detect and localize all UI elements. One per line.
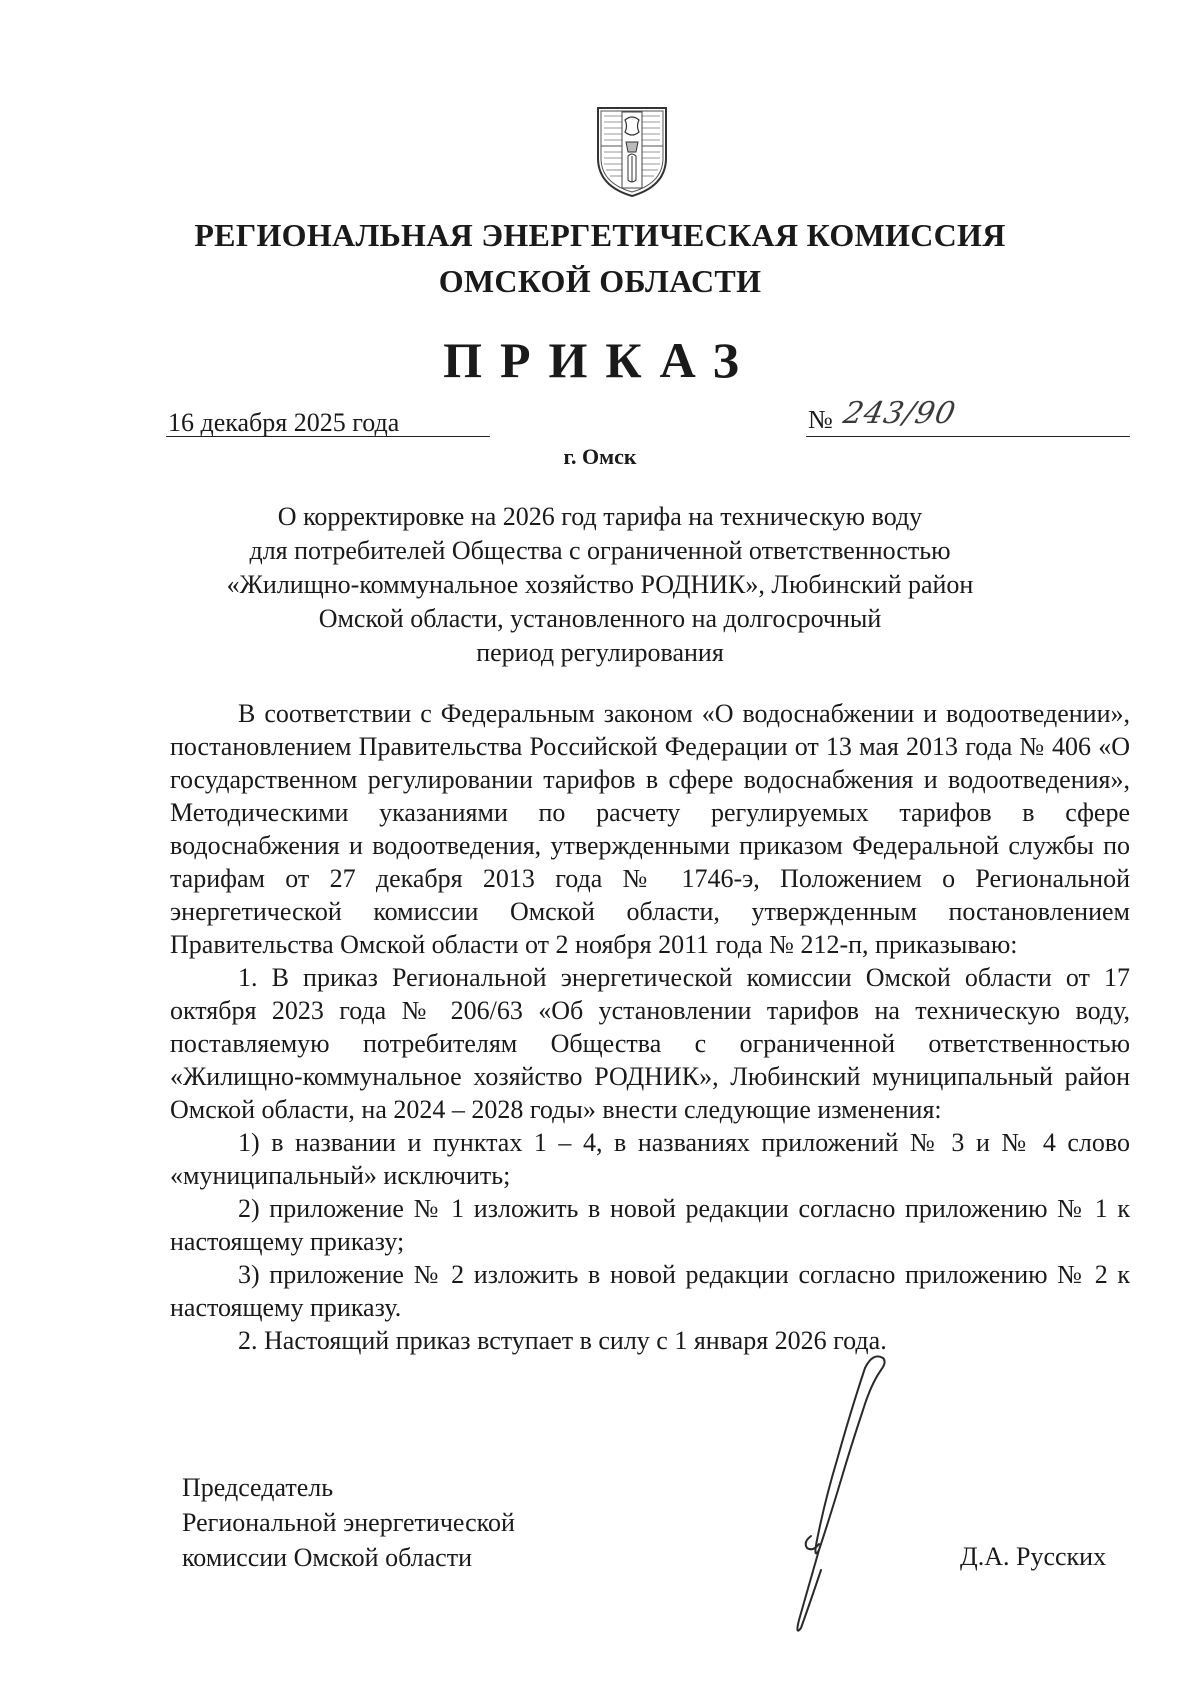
signatory-position [182, 1470, 515, 1575]
item-1-paragraph: 1. В приказ Региональной энергетической комиссии Омской области от 17 октября 2023 года № 206/63 «Об установлении тарифов на техническую воду, поставляемую потребителям Общества с ограниченной ответственностью «Жилищно-коммунальное хозяйство РОДНИК», Любинский муниципальный район Омской области, на 2024 – 2028 годы» внести следующие изменения: [170, 963, 1130, 1124]
document-body [170, 697, 1130, 1357]
position-line: комиссии Омской области [182, 1543, 472, 1572]
organization-name-line1: РЕГИОНАЛЬНАЯ ЭНЕРГЕТИЧЕСКАЯ КОМИССИЯ [194, 217, 1006, 253]
document-city: г. Омск [563, 444, 637, 469]
number-label: № [808, 405, 833, 434]
preamble-paragraph: В соответствии с Федеральным законом «О водоснабжении и водоотведении», постановлением Правительства Российской Федерации от 13 мая 2013 года № 406 «О государственном регулировании тарифов в сфере водоснабжения и водоотведения», Методическими указаниями по расчету регулируемых тарифов в сфере водоснабжения и водоотведения, утвержденными приказом Федеральной службы по тарифам от 27 декабря 2013 года № 1746-э, Положением о Региональной энергетической комиссии Омской области, утвержденным постановлением Правительства Омской области от 2 ноября 2011 года № 212-п, приказываю: [170, 699, 1130, 959]
document-subject [200, 500, 1000, 670]
document-date: 16 декабря 2025 года [168, 408, 400, 437]
number-underline [806, 436, 1130, 437]
item-1-1-paragraph: 1) в названии и пунктах 1 – 4, в названиях приложений № 3 и № 4 слово «муниципальный» исключить; [170, 1128, 1130, 1190]
document-number-handwritten: 243/90 [840, 396, 960, 431]
subject-line: для потребителей Общества с ограниченной ответственностью [249, 536, 951, 565]
subject-line: Омской области, установленного на долгосрочный [318, 604, 882, 633]
document-type-title: ПРИКАЗ [443, 332, 757, 388]
item-1-2-paragraph: 2) приложение № 1 изложить в новой редакции согласно приложению № 1 к настоящему приказу; [170, 1194, 1130, 1256]
date-underline [166, 436, 490, 437]
subject-line: О корректировке на 2026 год тарифа на техническую воду [277, 502, 923, 531]
item-1-3-paragraph: 3) приложение № 2 изложить в новой редакции согласно приложению № 2 к настоящему приказу. [170, 1260, 1130, 1322]
organization-name-line2: ОМСКОЙ ОБЛАСТИ [438, 263, 762, 299]
subject-line: период регулирования [476, 638, 724, 667]
subject-line: «Жилищно-коммунальное хозяйство РОДНИК», Любинский район [226, 570, 974, 599]
position-line: Председатель [182, 1473, 334, 1502]
position-line: Региональной энергетической [182, 1508, 515, 1537]
item-2-paragraph: 2. Настоящий приказ вступает в силу с 1 января 2026 года. [238, 1326, 887, 1355]
handwritten-signature-icon [755, 1350, 905, 1650]
coat-of-arms-emblem-icon [592, 100, 672, 200]
signatory-name: Д.А. Русских [960, 1542, 1107, 1571]
